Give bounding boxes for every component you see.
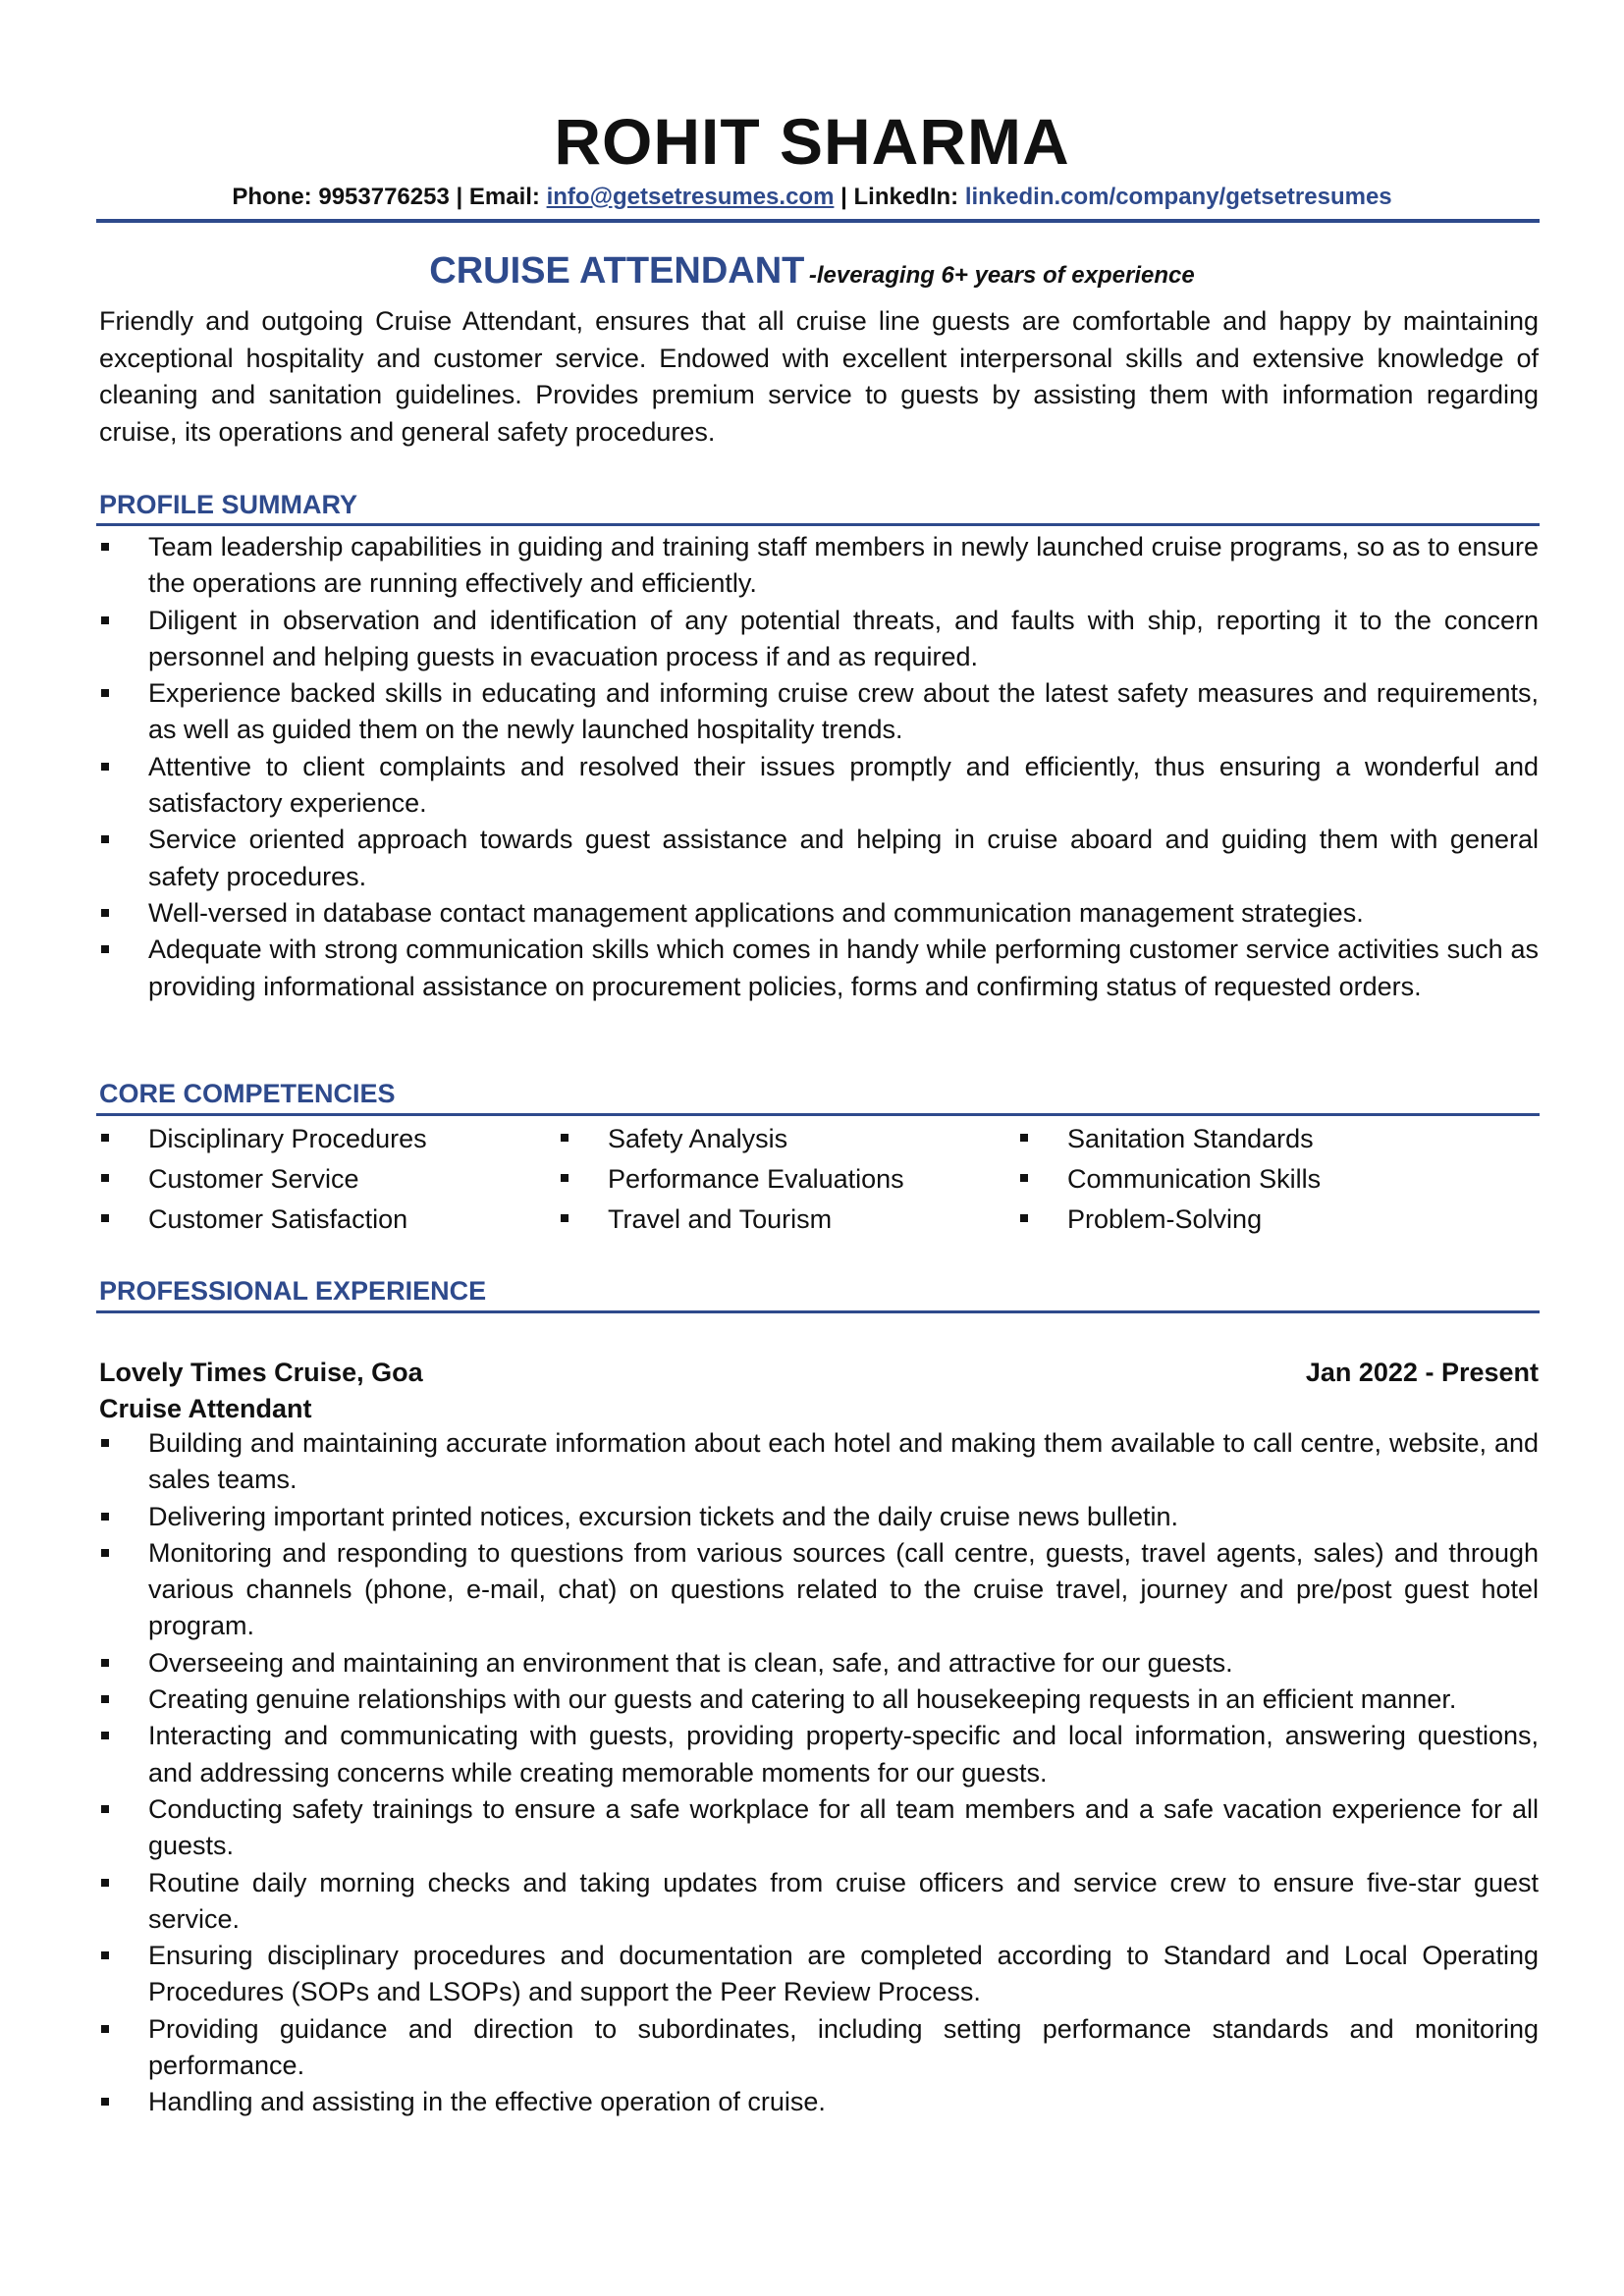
list-item: Creating genuine relationships with our guests and catering to all housekeeping requests in an efficient manner. [99,1682,1539,1718]
section-divider [96,1310,1540,1313]
competency-item: Customer Service [99,1160,559,1201]
email-label: Email: [468,184,540,210]
contact-separator: | [840,184,847,210]
section-heading-core-competencies: CORE COMPETENCIES [99,1079,396,1108]
competency-item: Safety Analysis [559,1120,1018,1160]
competency-item: Travel and Tourism [559,1201,1018,1241]
job-dates: Jan 2022 - Present [1305,1358,1539,1387]
summary-paragraph: Friendly and outgoing Cruise Attendant, ensures that all cruise line guests are comfortable and happy by maintaining exceptional hospitality and customer service. Endowed with excellent interpersonal skills and extensive knowledge of cleaning and sanitation guidelines. Provides premium service to guests by assisting them with information regarding cruise, its operations and general safety procedures. [99,306,1539,447]
list-item: Experience backed skills in educating and informing cruise crew about the latest safety measures and requirements, as well as guided them on the newly launched hospitality trends. [99,675,1539,749]
list-item: Conducting safety trainings to ensure a safe workplace for all team members and a safe vacation experience for all guests. [99,1791,1539,1865]
job-responsibilities-list [99,1425,1539,2121]
list-item: Ensuring disciplinary procedures and documentation are completed according to Standard and Local Operating Procedures (SOPs and LSOPs) and support the Peer Review Process. [99,1938,1539,2011]
section-heading-profile-summary: PROFILE SUMMARY [99,490,357,519]
section-divider [96,1113,1540,1116]
competency-item: Sanitation Standards [1018,1120,1539,1160]
section-divider [96,523,1540,526]
competency-item: Communication Skills [1018,1160,1539,1201]
list-item: Routine daily morning checks and taking updates from cruise officers and service crew to ensure five-star guest service. [99,1865,1539,1939]
competency-item: Customer Satisfaction [99,1201,559,1241]
list-item: Handling and assisting in the effective operation of cruise. [99,2084,1539,2120]
competency-item: Disciplinary Procedures [99,1120,559,1160]
linkedin-link[interactable]: linkedin.com/company/getsetresumes [964,184,1392,210]
header-divider [96,219,1540,223]
job-title: CRUISE ATTENDANT [429,250,805,292]
linkedin-label: LinkedIn: [853,184,959,210]
competency-item: Performance Evaluations [559,1160,1018,1201]
list-item: Monitoring and responding to questions from various sources (call centre, guests, travel agents, sales) and through various channels (phone, e-mail, chat) on questions related to the cruise travel, journey and pre/post guest hotel program. [99,1535,1539,1645]
job-company: Lovely Times Cruise, Goa [99,1358,423,1387]
phone-number: 9953776253 [318,184,450,210]
list-item: Overseeing and maintaining an environment that is clean, safe, and attractive for our guests. [99,1645,1539,1682]
job-title-line [0,247,1624,302]
list-item: Delivering important printed notices, excursion tickets and the daily cruise news bulletin. [99,1499,1539,1535]
list-item: Interacting and communicating with guests, providing property-specific and local information, answering questions, and addressing concerns while creating memorable moments for our guests. [99,1718,1539,1791]
list-item: Diligent in observation and identification of any potential threats, and faults with ship, reporting it to the concern personnel and helping guests in evacuation process if and as required. [99,603,1539,676]
job-title-tagline: -leveraging 6+ years of experience [808,262,1195,289]
list-item: Team leadership capabilities in guiding and training staff members in newly launched cruise programs, so as to ensure the operations are running effectively and efficiently. [99,529,1539,603]
email-link[interactable]: info@getsetresumes.com [546,184,835,210]
phone-label: Phone: [232,184,312,210]
competencies-grid [99,1120,1539,1241]
list-item: Building and maintaining accurate information about each hotel and making them available to call centre, website, and sales teams. [99,1425,1539,1499]
competency-item: Problem-Solving [1018,1201,1539,1241]
candidate-name: ROHIT SHARMA [554,105,1070,178]
job-role: Cruise Attendant [99,1394,312,1423]
list-item: Attentive to client complaints and resolved their issues promptly and efficiently, thus ensuring a wonderful and satisfactory experience. [99,749,1539,823]
contact-line [0,182,1624,213]
section-heading-professional-experience: PROFESSIONAL EXPERIENCE [99,1276,487,1306]
list-item: Service oriented approach towards guest assistance and helping in cruise aboard and guiding them with general safety procedures. [99,822,1539,895]
job-header [99,1354,1539,1391]
list-item: Well-versed in database contact management applications and communication management strategies. [99,895,1539,932]
list-item: Adequate with strong communication skills which comes in handy while performing customer service activities such as providing informational assistance on procurement policies, forms and confirming status of requested orders. [99,932,1539,1005]
list-item: Providing guidance and direction to subordinates, including setting performance standards and monitoring performance. [99,2011,1539,2085]
contact-separator: | [456,184,463,210]
profile-summary-list [99,529,1539,1005]
